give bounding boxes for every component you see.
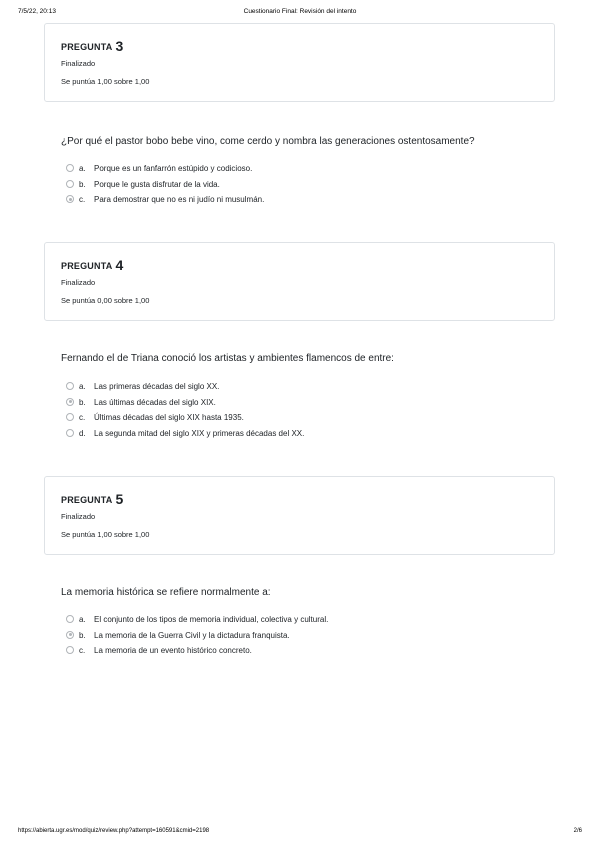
question-state: Finalizado: [61, 59, 96, 68]
answer-option: c. La memoria de un evento histórico concreto.: [66, 643, 328, 659]
answer-option: a. Porque es un fanfarrón estúpido y codicioso.: [66, 161, 264, 177]
answer-option: c. Para demostrar que no es ni judío ni musulmán.: [66, 192, 264, 208]
answer-option: a. Las primeras décadas del siglo XX.: [66, 379, 304, 395]
answer-list: [66, 612, 328, 659]
answer-list: [66, 161, 264, 208]
question-heading: PREGUNTA 5: [61, 491, 124, 507]
page-url: https://abierta.ugr.es/mod/quiz/review.php?attempt=160591&cmid=2198: [18, 828, 210, 834]
radio-selected-icon[interactable]: [66, 195, 74, 203]
question-info-4: [44, 242, 555, 321]
radio-icon[interactable]: [66, 180, 74, 188]
answer-option: c. Últimas décadas del siglo XIX hasta 1935.: [66, 410, 304, 426]
answer-option: b. Porque le gusta disfrutar de la vida.: [66, 177, 264, 193]
print-date: 7/5/22, 20:13: [18, 8, 56, 15]
page-number: 2/6: [573, 828, 582, 834]
radio-icon[interactable]: [66, 615, 74, 623]
answer-option: b. La memoria de la Guerra Civil y la dictadura franquista.: [66, 628, 328, 644]
radio-icon[interactable]: [66, 413, 74, 421]
radio-icon[interactable]: [66, 429, 74, 437]
question-state: Finalizado: [61, 278, 96, 287]
radio-selected-icon[interactable]: [66, 398, 74, 406]
answer-list: [66, 379, 304, 441]
question-info-5: [44, 476, 555, 555]
question-text: La memoria histórica se refiere normalmente a:: [61, 587, 271, 598]
question-grade: Se puntúa 1,00 sobre 1,00: [61, 530, 150, 539]
radio-icon[interactable]: [66, 646, 74, 654]
answer-option: a. El conjunto de los tipos de memoria individual, colectiva y cultural.: [66, 612, 328, 628]
question-number: 4: [115, 257, 124, 273]
answer-option: d. La segunda mitad del siglo XIX y primeras décadas del XX.: [66, 426, 304, 442]
question-heading: PREGUNTA 4: [61, 257, 124, 273]
question-state: Finalizado: [61, 512, 96, 521]
question-grade: Se puntúa 1,00 sobre 1,00: [61, 77, 150, 86]
answer-option: b. Las últimas décadas del siglo XIX.: [66, 395, 304, 411]
question-heading: PREGUNTA 3: [61, 38, 124, 54]
question-grade: Se puntúa 0,00 sobre 1,00: [61, 296, 150, 305]
question-text: Fernando el de Triana conoció los artistas y ambientes flamencos de entre:: [61, 353, 394, 364]
question-number: 5: [115, 491, 124, 507]
print-footer: [18, 828, 582, 838]
radio-selected-icon[interactable]: [66, 631, 74, 639]
question-number: 3: [115, 38, 124, 54]
print-header: [18, 8, 582, 18]
document-title: Cuestionario Final: Revisión del intento: [243, 8, 357, 15]
radio-icon[interactable]: [66, 164, 74, 172]
question-info-3: [44, 23, 555, 102]
question-text: ¿Por qué el pastor bobo bebe vino, come cerdo y nombra las generaciones ostentosamente?: [61, 136, 475, 147]
radio-icon[interactable]: [66, 382, 74, 390]
